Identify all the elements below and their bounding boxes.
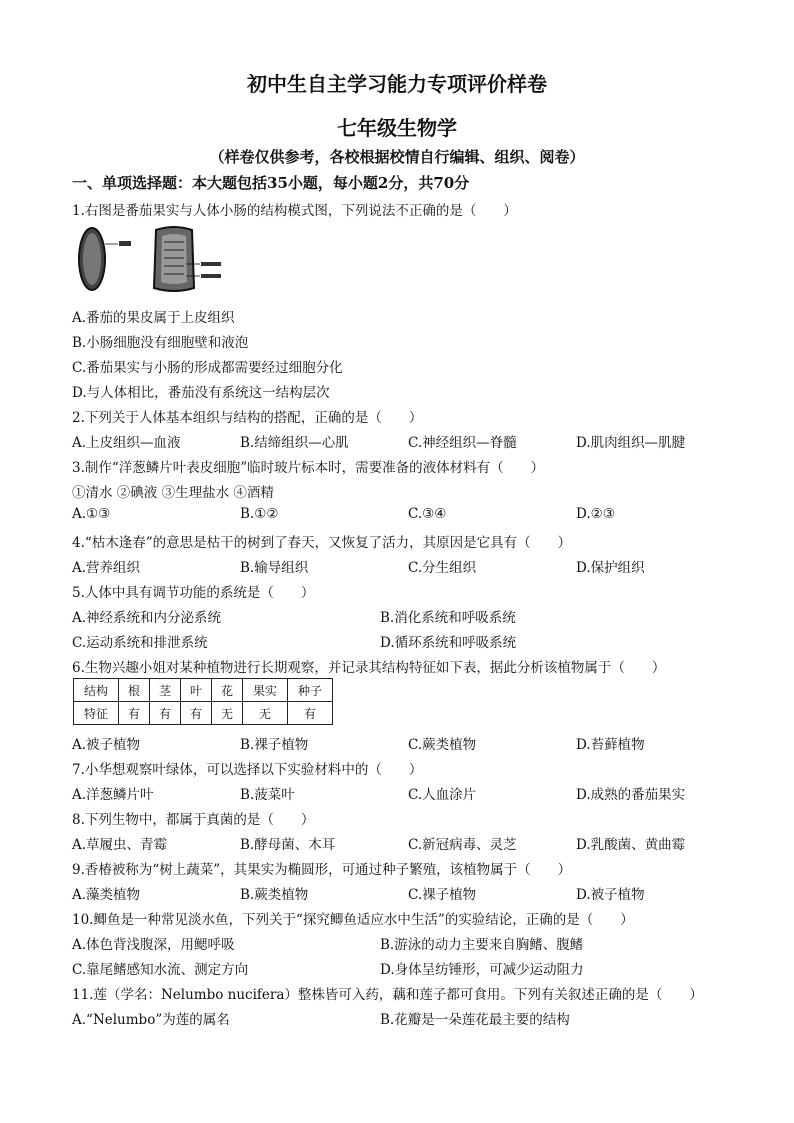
option: C.神经组织—脊髓 — [408, 435, 517, 451]
option: C.蕨类植物 — [408, 737, 477, 753]
table-cell: 特征 — [74, 702, 119, 725]
option: B.输导组织 — [240, 560, 309, 576]
option: B.结缔组织—心肌 — [240, 435, 349, 451]
option: C.新冠病毒、灵芝 — [408, 837, 517, 853]
option: A.洋葱鳞片叶 — [72, 787, 154, 803]
option: A.被子植物 — [72, 737, 141, 753]
option: B.①② — [240, 506, 279, 522]
table-cell: 无 — [243, 702, 288, 725]
option: B.游泳的动力主要来自胸鳍、腹鳍 — [380, 937, 584, 953]
option: A.藻类植物 — [72, 887, 141, 903]
option: C.运动系统和排泄系统 — [72, 635, 208, 651]
plant-feature-table — [73, 678, 333, 725]
option: D.保护组织 — [576, 560, 645, 576]
question-stem: 6.生物兴趣小姐对某种植物进行长期观察，并记录其结构特征如下表，据此分析该植物属于（ ） — [72, 660, 666, 676]
question-stem: 8.下列生物中，都属于真菌的是（ ） — [72, 812, 315, 828]
exam-subtitle: 七年级生物学 — [337, 116, 457, 140]
option: C.人血涂片 — [408, 787, 477, 803]
table-cell: 种子 — [288, 679, 333, 702]
table-cell: 有 — [119, 702, 150, 725]
option: D.成熟的番茄果实 — [576, 787, 686, 803]
option: B.裸子植物 — [240, 737, 309, 753]
table-cell: 花 — [212, 679, 243, 702]
option: C.裸子植物 — [408, 887, 477, 903]
tomato-intestine-figure — [74, 222, 230, 296]
small-intestine-drawing — [154, 227, 221, 291]
option: D.与人体相比，番茄没有系统这一结构层次 — [72, 385, 330, 401]
option: B.消化系统和呼吸系统 — [380, 610, 516, 626]
option: B.花瓣是一朵莲花最主要的结构 — [380, 1012, 570, 1028]
question-stem: 2.下列关于人体基本组织与结构的搭配，正确的是（ ） — [72, 410, 423, 426]
option: B.酵母菌、木耳 — [240, 837, 336, 853]
question-stem: 4.“枯木逢春”的意思是枯干的树到了春天，又恢复了活力，其原因是它具有（ ） — [72, 535, 572, 551]
option: D.被子植物 — [576, 887, 645, 903]
table-cell: 有 — [288, 702, 333, 725]
option: C.靠尾鳍感知水流、测定方向 — [72, 962, 249, 978]
table-cell: 果实 — [243, 679, 288, 702]
question-stem: 10.鲫鱼是一种常见淡水鱼，下列关于“探究鲫鱼适应水中生活”的实验结论，正确的是（ ） — [72, 912, 634, 928]
option: C.番茄果实与小肠的形成都需要经过细胞分化 — [72, 360, 343, 376]
table-cell: 有 — [150, 702, 181, 725]
option: D.苔藓植物 — [576, 737, 645, 753]
option: A.“Nelumbo”为莲的属名 — [72, 1012, 230, 1028]
option: C.③④ — [408, 506, 447, 522]
option: C.分生组织 — [408, 560, 477, 576]
tomato-fruit-drawing — [79, 228, 131, 290]
table-cell: 有 — [181, 702, 212, 725]
option: A.营养组织 — [72, 560, 141, 576]
option: D.乳酸菌、黄曲霉 — [576, 837, 686, 853]
table-cell: 茎 — [150, 679, 181, 702]
question-stem: 5.人体中具有调节功能的系统是（ ） — [72, 585, 315, 601]
table-row — [74, 679, 333, 702]
table-cell: 无 — [212, 702, 243, 725]
option: A.番茄的果皮属于上皮组织 — [72, 310, 235, 326]
option: A.①③ — [72, 506, 111, 522]
option: A.草履虫、青霉 — [72, 837, 168, 853]
option: A.神经系统和内分泌系统 — [72, 610, 222, 626]
option: A.体色背浅腹深，用鳃呼吸 — [72, 937, 235, 953]
table-cell: 结构 — [74, 679, 119, 702]
question-stem: 7.小华想观察叶绿体，可以选择以下实验材料中的（ ） — [72, 762, 423, 778]
option: B.小肠细胞没有细胞壁和液泡 — [72, 335, 249, 351]
table-cell: 叶 — [181, 679, 212, 702]
option: D.循环系统和呼吸系统 — [380, 635, 517, 651]
exam-title: 初中生自主学习能力专项评价样卷 — [247, 72, 547, 96]
option: A.上皮组织—血液 — [72, 435, 181, 451]
question-stem: 9.香椿被称为“树上蔬菜”，其果实为椭圆形，可通过种子繁殖，该植物属于（ ） — [72, 862, 572, 878]
option: D.身体呈纺锤形，可减少运动阻力 — [380, 962, 584, 978]
question-stem: 11.莲（学名：Nelumbo nucifera）整株皆可入药，藕和莲子都可食用。下列有关叙述正确的是（ ） — [72, 987, 703, 1003]
question-stem: 1.右图是番茄果实与人体小肠的结构模式图，下列说法不正确的是（ ） — [72, 203, 517, 219]
section-heading: 一、单项选择题：本大题包括35小题，每小题2分，共70分 — [72, 174, 470, 192]
option: B.菠菜叶 — [240, 787, 295, 803]
liquid-list: ①清水 ②碘液 ③生理盐水 ④酒精 — [72, 485, 274, 501]
table-cell: 根 — [119, 679, 150, 702]
table-row — [74, 702, 333, 725]
option: D.②③ — [576, 506, 615, 522]
option: B.蕨类植物 — [240, 887, 309, 903]
question-stem: 3.制作“洋葱鳞片叶表皮细胞”临时玻片标本时，需要准备的液体材料有（ ） — [72, 460, 545, 476]
option: D.肌肉组织—肌腱 — [576, 435, 686, 451]
exam-note: （样卷仅供参考，各校根据校情自行编辑、组织、阅卷） — [209, 148, 585, 166]
